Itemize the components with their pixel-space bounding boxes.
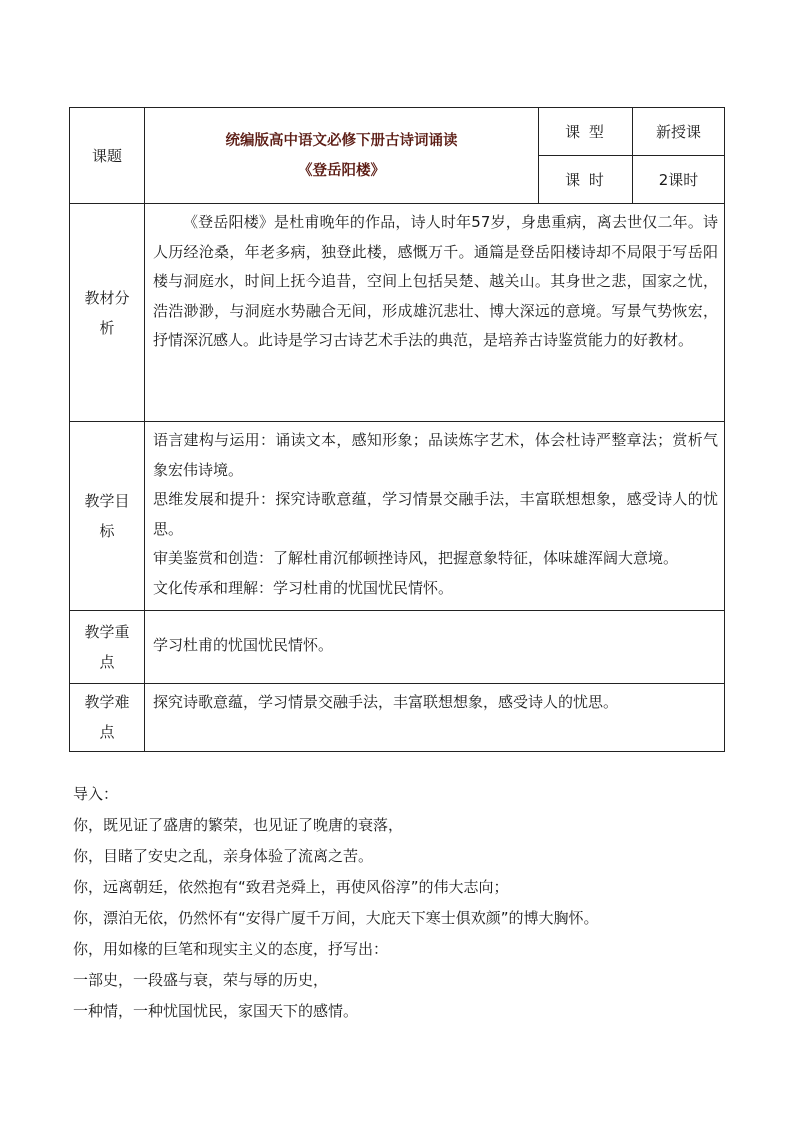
objectives-content [145,422,725,611]
key-points-text: 学习杜甫的忧国忧民情怀。 [145,610,725,683]
difficulties-text: 探究诗歌意蕴，学习情景交融手法，丰富联想想象，感受诗人的忧思。 [145,683,725,751]
intro-line: 你，既见证了盛唐的繁荣，也见证了晚唐的衰落， [73,816,404,834]
intro-heading: 导入： [73,785,119,803]
objective-item: 语言建构与运用：诵读文本，感知形象；品读炼字艺术，体会杜诗严整章法；赏析气象宏伟诗境。 [153,431,718,479]
lesson-title-line1: 统编版高中语文必修下册古诗词诵读 [225,131,458,149]
objective-item: 文化传承和理解：学习杜甫的忧国忧民情怀。 [153,578,454,597]
lesson-hours-label: 课 时 [539,156,633,204]
lesson-type-value: 新授课 [633,108,725,156]
difficulties-label: 教学难点 [70,683,145,751]
intro-line: 一部史，一段盛与衰，荣与辱的历史， [73,971,329,989]
subject-label: 课题 [91,146,122,165]
lesson-plan-table [69,107,725,752]
intro-line: 一种情，一种忧国忧民，家国天下的感情。 [73,1002,359,1020]
key-points-label: 教学重点 [70,610,145,683]
intro-line: 你，目睹了安史之乱，亲身体验了流离之苦。 [73,847,374,865]
lesson-type-label: 课 型 [539,108,633,156]
lesson-title-cell [145,108,539,204]
analysis-label: 教材分析 [70,204,145,422]
objectives-label: 教学目标 [70,422,145,611]
intro-line: 你，用如椽的巨笔和现实主义的态度，抒写出： [73,940,389,958]
intro-section [73,779,723,1027]
analysis-text: 《登岳阳楼》是杜甫晚年的作品，诗人时年57岁，身患重病，离去世仅二年。诗人历经沧桑，年老多病，独登此楼，感慨万千。通篇是登岳阳楼诗却不局限于写岳阳楼与洞庭水，时间上抚今追昔，空间上包括吴楚、越关山。其身世之悲，国家之忧，浩浩渺渺，与洞庭水势融合无间，形成雄沉悲壮、博大深远的意境。写景气势恢宏，抒情深沉感人。此诗是学习古诗艺术手法的典范，是培养古诗鉴赏能力的好教材。 [145,204,725,422]
objective-item: 审美鉴赏和创造：了解杜甫沉郁顿挫诗风，把握意象特征，体味雄浑阔大意境。 [153,549,679,568]
lesson-hours-value: 2课时 [633,156,725,204]
objective-item: 思维发展和提升：探究诗歌意蕴，学习情景交融手法，丰富联想想象，感受诗人的忧思。 [153,490,718,538]
subject-label-cell [70,108,145,204]
lesson-title-line2: 《登岳阳楼》 [298,161,385,179]
intro-line: 你，漂泊无依，仍然怀有“安得广厦千万间，大庇天下寒士俱欢颜”的博大胸怀。 [73,909,599,927]
intro-line: 你，远离朝廷，依然抱有“致君尧舜上，再使风俗淳”的伟大志向； [73,878,509,896]
